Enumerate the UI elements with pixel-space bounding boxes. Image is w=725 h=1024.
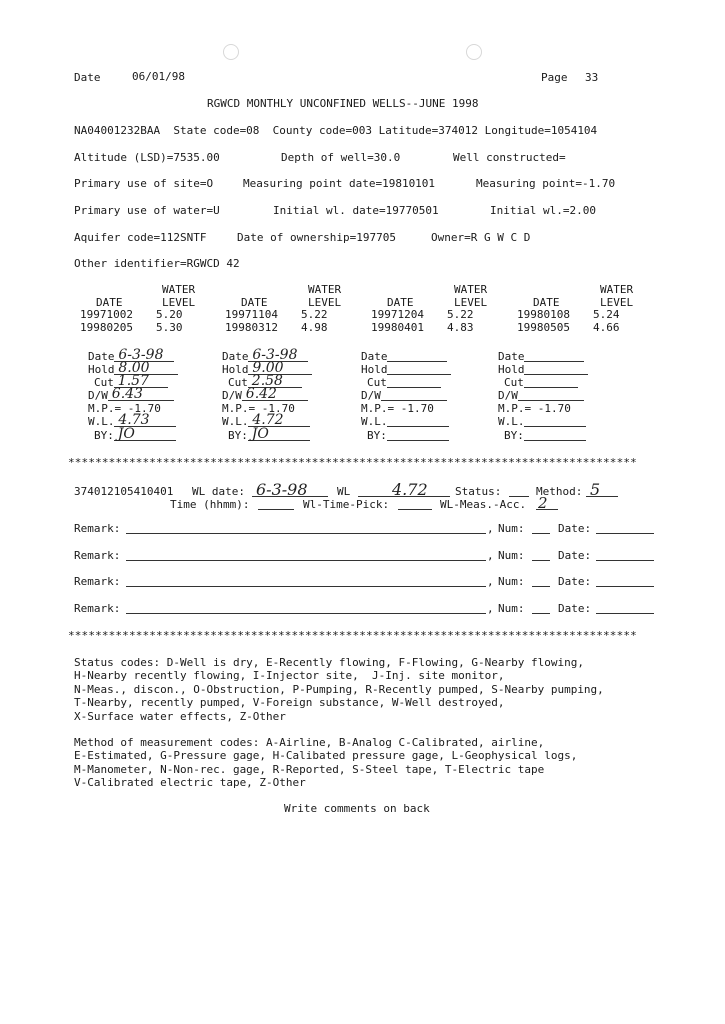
entry-wl-field[interactable]: [524, 415, 586, 430]
history-header-level: LEVEL: [600, 296, 634, 309]
initial-wl: Initial wl.=2.00: [490, 204, 596, 217]
remark-field[interactable]: [126, 575, 486, 590]
footer-note: Write comments on back: [284, 802, 430, 815]
entry-wl-label: W.L.: [222, 415, 249, 428]
history-level-cell: 5.22: [447, 308, 474, 321]
entry-date-label: Date: [361, 350, 388, 363]
wl-meas-acc-value: 2: [538, 494, 548, 512]
entry-date-label: Date: [88, 350, 115, 363]
history-header-date: DATE: [96, 296, 123, 309]
aquifer-code: Aquifer code=112SNTF: [74, 231, 207, 244]
entry-dw-value: 6.42: [245, 386, 277, 402]
history-date-cell: 19971002: [80, 308, 133, 321]
history-header-level: LEVEL: [454, 296, 488, 309]
history-date-cell: 19980205: [80, 321, 133, 334]
entry-by-value: JO: [117, 426, 135, 442]
remark-label: Remark:: [74, 601, 121, 615]
entry-cut-label: Cut: [228, 376, 248, 389]
entry-by-field[interactable]: [248, 426, 310, 444]
history-level-cell: 5.30: [156, 321, 183, 334]
entry-hold-value: 9.00: [252, 360, 284, 376]
measurement-site-id: 374012105410401: [74, 485, 174, 498]
entry-by-label: BY:: [94, 429, 114, 442]
history-date-cell: 19980401: [371, 321, 424, 334]
history-header-level: LEVEL: [162, 296, 196, 309]
depth-of-well: Depth of well=30.0: [281, 151, 401, 164]
other-identifier: Other identifier=RGWCD 42: [74, 257, 240, 270]
altitude: Altitude (LSD)=7535.00: [74, 151, 220, 164]
num-field[interactable]: [532, 602, 550, 617]
entry-wl-value: 4.73: [118, 412, 150, 428]
remark-label: Remark:: [74, 548, 121, 562]
history-date-cell: 19971104: [225, 308, 278, 321]
remark-date-label: Date:: [558, 548, 592, 562]
remark-comma: ,: [487, 548, 494, 562]
history-level-cell: 4.98: [301, 321, 328, 334]
entry-hold-value: 8.00: [118, 360, 150, 376]
remark-date-label: Date:: [558, 522, 592, 535]
measuring-point-date: Measuring point date=19810101: [243, 177, 436, 190]
history-header-water: WATER: [308, 283, 342, 296]
status-label: Status:: [455, 485, 502, 498]
num-label: Num:: [498, 522, 525, 535]
entry-cut-label: Cut: [94, 376, 114, 389]
entry-date-value: 6-3-98: [252, 347, 298, 363]
entry-mp-label: M.P.= -1.70: [361, 402, 434, 415]
status-code-line: H-Nearby recently flowing, I-Injector site, J-Inj. site monitor,: [74, 669, 505, 683]
entry-dw-value: 6.43: [111, 386, 143, 402]
entry-cut-label: Cut: [504, 376, 524, 389]
entry-dw-label: D/W: [361, 389, 381, 402]
method-code-line: V-Calibrated electric tape, Z-Other: [74, 776, 306, 790]
history-level-cell: 4.66: [593, 321, 620, 334]
entry-dw-label: D/W: [498, 389, 518, 402]
site-id-line: NA04001232BAA State code=08 County code=003 Latitude=374012 Longitude=1054104: [74, 124, 598, 137]
entry-dw-label: D/W: [88, 389, 108, 402]
wl-meas-acc-label: WL-Meas.-Acc.: [440, 498, 527, 511]
remark-field[interactable]: [126, 602, 486, 617]
entry-cut-label: Cut: [367, 376, 387, 389]
remark-label: Remark:: [74, 575, 121, 588]
history-level-cell: 4.83: [447, 321, 474, 334]
status-code-line: Status codes: D-Well is dry, E-Recently flowing, F-Flowing, G-Nearby flowing,: [74, 656, 584, 669]
remark-date-field[interactable]: [596, 549, 654, 564]
well-constructed: Well constructed=: [453, 151, 566, 164]
primary-use-water: Primary use of water=U: [74, 204, 220, 217]
primary-use-site: Primary use of site=O: [74, 177, 214, 190]
entry-date-label: Date: [498, 350, 525, 363]
entry-wl-label: W.L.: [498, 415, 525, 428]
history-header-date: DATE: [241, 296, 268, 309]
history-level-cell: 5.22: [301, 308, 328, 321]
history-date-cell: 19980312: [225, 321, 278, 334]
num-field[interactable]: [532, 549, 550, 564]
entry-date-label: Date: [222, 350, 249, 363]
punch-hole-right: [466, 44, 482, 60]
header-date-value: 06/01/98: [132, 70, 185, 83]
wl-date-label: WL date:: [192, 485, 245, 498]
entry-mp-label: M.P.= -1.70: [88, 402, 161, 415]
remark-date-field[interactable]: [596, 602, 654, 617]
ownership-date: Date of ownership=197705: [237, 231, 396, 244]
history-level-cell: 5.24: [593, 308, 620, 321]
remark-date-field[interactable]: [596, 575, 654, 590]
num-label: Num:: [498, 575, 525, 588]
history-date-cell: 19980108: [517, 308, 570, 321]
history-header-water: WATER: [162, 283, 196, 296]
num-field[interactable]: [532, 575, 550, 590]
history-date-cell: 19980505: [517, 321, 570, 334]
entry-by-field[interactable]: [114, 426, 176, 444]
num-label: Num:: [498, 548, 525, 562]
entry-mp-label: M.P.= -1.70: [498, 402, 571, 415]
entry-cut-value: 2.58: [251, 373, 283, 389]
header-date-label: Date: [74, 71, 101, 84]
remark-field[interactable]: [126, 522, 486, 537]
method-code-line: E-Estimated, G-Pressure gage, H-Calibated pressure gage, L-Geophysical logs,: [74, 749, 578, 763]
entry-hold-label: Hold: [361, 363, 388, 376]
entry-cut-value: 1.57: [117, 373, 149, 389]
remark-field[interactable]: [126, 549, 486, 564]
entry-by-label: BY:: [367, 429, 387, 442]
wl-meas-acc-field[interactable]: [536, 494, 558, 513]
time-label: Time (hhmm):: [170, 498, 250, 511]
history-date-cell: 19971204: [371, 308, 424, 321]
entry-by-field[interactable]: [524, 429, 586, 444]
history-header-date: DATE: [387, 296, 414, 309]
remark-date-label: Date:: [558, 601, 592, 615]
history-header-water: WATER: [454, 283, 488, 296]
entry-date-value: 6-3-98: [118, 347, 164, 363]
separator-bottom: ************************************************************************************: [68, 630, 637, 641]
method-field[interactable]: [586, 480, 618, 500]
initial-wl-date: Initial wl. date=19770501: [273, 204, 439, 217]
punch-hole-left: [223, 44, 239, 60]
separator-top: ************************************************************************************: [68, 457, 637, 468]
entry-wl-label: W.L.: [88, 415, 115, 428]
wl-time-pick-field[interactable]: [398, 498, 432, 513]
time-field[interactable]: [258, 498, 294, 513]
remark-date-field[interactable]: [596, 522, 654, 537]
page-title: RGWCD MONTHLY UNCONFINED WELLS--JUNE 1998: [207, 97, 479, 110]
method-code-line: Method of measurement codes: A-Airline, B-Analog C-Calibrated, airline,: [74, 736, 545, 749]
entry-by-value: JO: [251, 426, 269, 442]
num-label: Num:: [498, 601, 525, 615]
method-value: 5: [590, 480, 601, 499]
entry-by-field[interactable]: [387, 429, 449, 444]
entry-by-label: BY:: [504, 429, 524, 442]
wl-label: WL: [337, 485, 351, 498]
history-header-water: WATER: [600, 283, 634, 296]
history-level-cell: 5.20: [156, 308, 183, 321]
entry-hold-label: Hold: [88, 363, 115, 376]
status-code-line: N-Meas., discon., O-Obstruction, P-Pumping, R-Recently pumped, S-Nearby pumping,: [74, 682, 604, 696]
owner: Owner=R G W C D: [431, 231, 531, 244]
entry-wl-field[interactable]: [387, 415, 449, 430]
remark-comma: ,: [487, 601, 494, 615]
remark-date-label: Date:: [558, 575, 592, 588]
page-label: Page: [541, 71, 568, 84]
remark-label: Remark:: [74, 522, 121, 535]
history-header-date: DATE: [533, 296, 560, 309]
method-code-line: M-Manometer, N-Non-rec. gage, R-Reported, S-Steel tape, T-Electric tape: [74, 762, 545, 776]
entry-dw-label: D/W: [222, 389, 242, 402]
method-label: Method:: [536, 485, 583, 498]
entry-wl-label: W.L.: [361, 415, 388, 428]
wl-date-value: 6-3-98: [256, 480, 308, 499]
entry-hold-label: Hold: [222, 363, 249, 376]
num-field[interactable]: [532, 522, 550, 537]
entry-mp-label: M.P.= -1.70: [222, 402, 295, 415]
remark-comma: ,: [487, 575, 494, 588]
status-code-line: X-Surface water effects, Z-Other: [74, 709, 286, 723]
entry-hold-label: Hold: [498, 363, 525, 376]
wl-time-pick-label: Wl-Time-Pick:: [303, 498, 390, 511]
page-number: 33: [585, 71, 599, 84]
remark-comma: ,: [487, 522, 494, 535]
wl-value: 4.72: [392, 480, 428, 499]
entry-by-label: BY:: [228, 429, 248, 442]
measuring-point: Measuring point=-1.70: [476, 177, 616, 190]
entry-wl-value: 4.72: [252, 412, 284, 428]
history-header-level: LEVEL: [308, 296, 342, 309]
status-code-line: T-Nearby, recently pumped, V-Foreign substance, W-Well destroyed,: [74, 696, 505, 710]
